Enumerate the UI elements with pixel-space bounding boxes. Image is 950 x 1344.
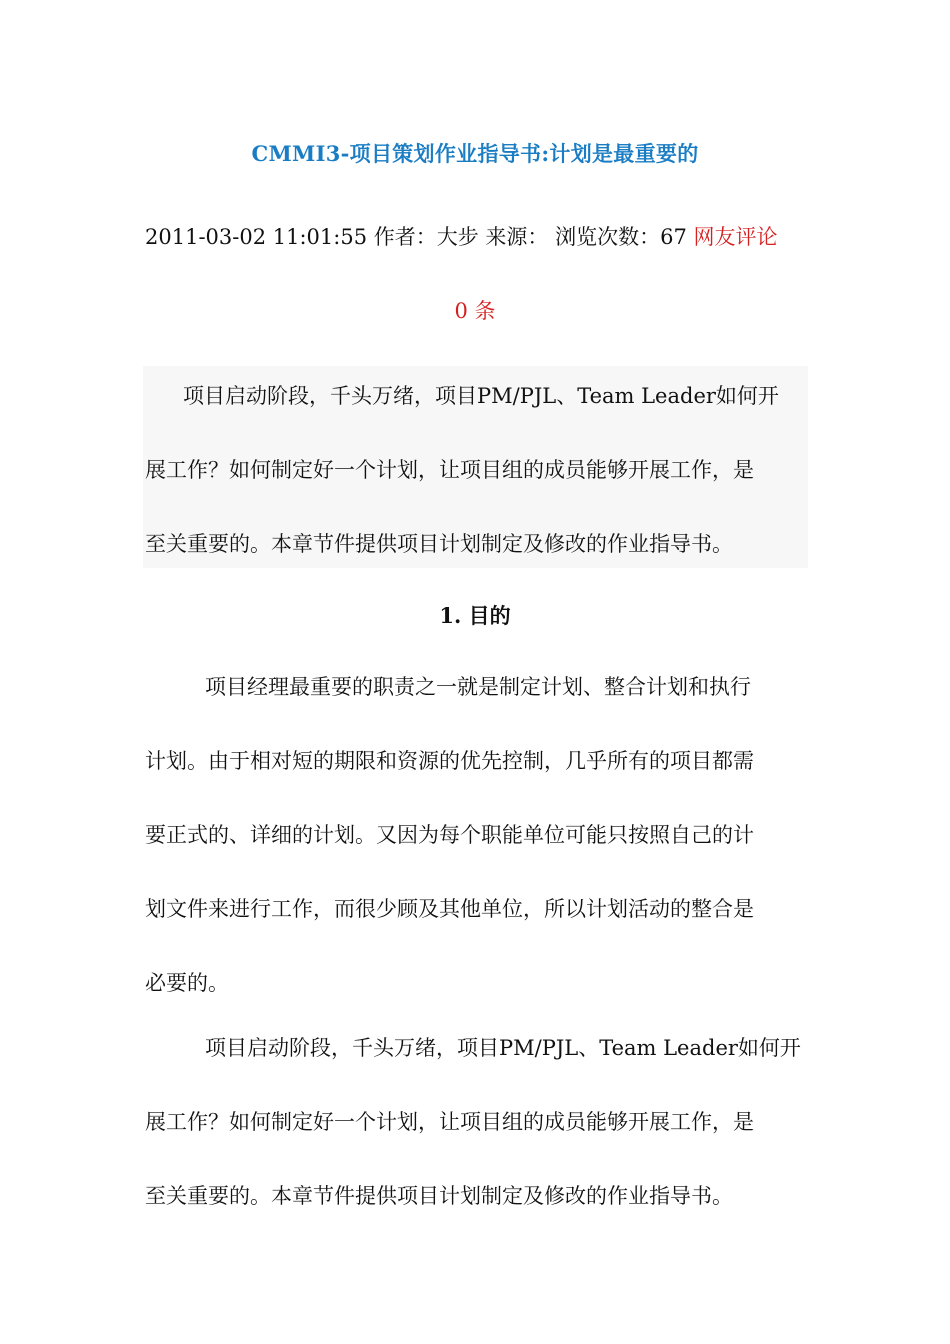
- paragraph-line: 项目启动阶段，千头万绪，项目PM/PJL、Team Leader如何开: [205, 1036, 801, 1060]
- paragraph-line: 展工作？如何制定好一个计划，让项目组的成员能够开展工作，是: [145, 458, 754, 482]
- paragraph-line: 项目启动阶段，千头万绪，项目PM/PJL、Team Leader如何开: [183, 384, 779, 408]
- paragraph-line: 至关重要的。本章节件提供项目计划制定及修改的作业指导书。: [145, 1184, 733, 1208]
- paragraph-line: 项目经理最重要的职责之一就是制定计划、整合计划和执行: [205, 675, 751, 699]
- paragraph-line: 计划。由于相对短的期限和资源的优先控制，几乎所有的项目都需: [145, 749, 754, 773]
- paragraph-line: 必要的。: [145, 971, 229, 995]
- paragraph-line: 划文件来进行工作，而很少顾及其他单位，所以计划活动的整合是: [145, 897, 754, 921]
- paragraph-line: 要正式的、详细的计划。又因为每个职能单位可能只按照自己的计: [145, 823, 754, 847]
- article-title: CMMI3-项目策划作业指导书:计划是最重要的: [251, 141, 699, 166]
- purpose-paragraph: [145, 672, 815, 998]
- section-heading: 1. 目的: [439, 603, 511, 628]
- intro-paragraph: [145, 381, 815, 559]
- startup-paragraph: [145, 1033, 815, 1211]
- meta-info: 2011-03-02 11:01:55 作者：大步 来源： 浏览次数：67: [145, 225, 694, 249]
- paragraph-line: 展工作？如何制定好一个计划，让项目组的成员能够开展工作，是: [145, 1110, 754, 1134]
- comments-count[interactable]: 0 条: [454, 299, 496, 323]
- comments-link[interactable]: 网友评论: [693, 225, 778, 249]
- article-meta: [145, 222, 815, 252]
- paragraph-line: 至关重要的。本章节件提供项目计划制定及修改的作业指导书。: [145, 532, 733, 556]
